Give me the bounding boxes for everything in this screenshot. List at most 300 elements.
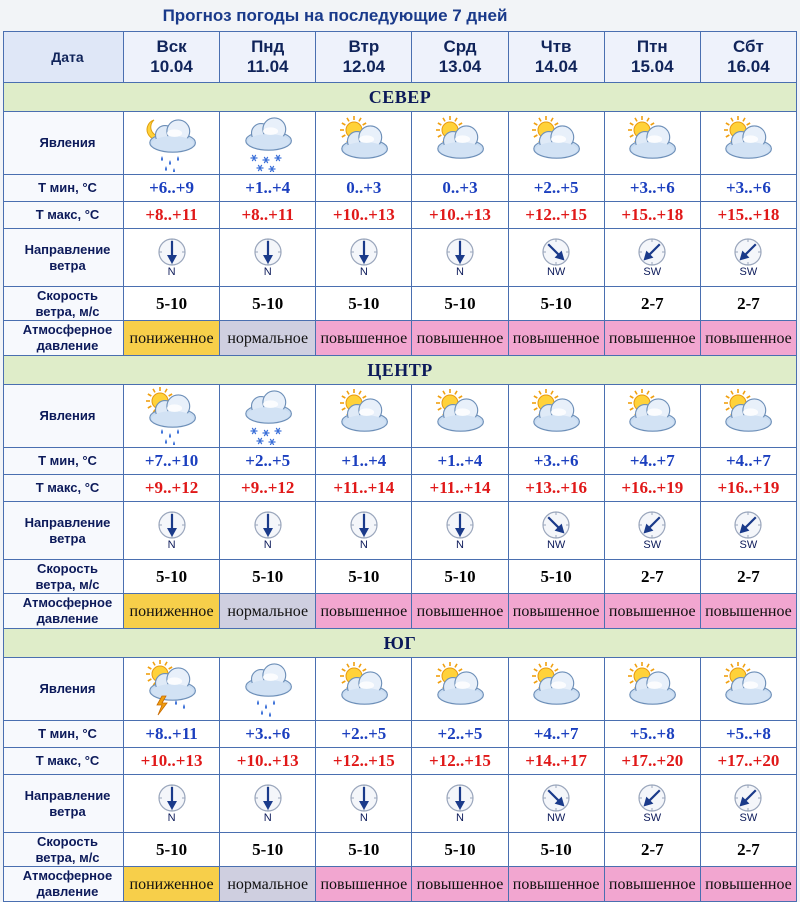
sun-cloud-icon [412, 387, 507, 445]
wind-direction-value: SW [739, 812, 758, 824]
wind-direction-cell [508, 775, 604, 833]
wind-speed-label-line1: Скорость [37, 833, 98, 849]
wind-direction-label [4, 775, 124, 833]
wind-speed-value: 5-10 [252, 839, 284, 859]
wind-direction-cell [604, 502, 700, 560]
wind-speed-cell [604, 560, 700, 594]
wind-direction-row [4, 229, 797, 287]
wind-speed-cell [316, 560, 412, 594]
pressure-cell [220, 867, 316, 902]
tmax-cell [508, 202, 604, 229]
tmax-cell [604, 202, 700, 229]
weather-cell [316, 385, 412, 448]
tmin-row [4, 448, 797, 475]
pressure-row [4, 867, 797, 902]
wind-speed-label-line2: ветра, м/с [35, 576, 100, 592]
day-date: 11.04 [246, 57, 289, 76]
wind-direction-value: NW [546, 539, 566, 551]
wind-speed-value: 5-10 [348, 293, 380, 313]
weather-cell [700, 385, 796, 448]
sun-cloud-icon [509, 660, 604, 718]
weather-cell [124, 112, 220, 175]
tmin-cell [700, 175, 796, 202]
tmax-cell [124, 748, 220, 775]
pressure-label [4, 867, 124, 902]
wind-speed-row [4, 287, 797, 321]
weather-cell [508, 658, 604, 721]
compass-icon [605, 783, 700, 813]
compass-icon [701, 237, 796, 267]
pressure-value: пониженное [129, 603, 214, 620]
header-row [4, 32, 797, 83]
wind-speed-label-line1: Скорость [37, 560, 98, 576]
compass-icon [316, 237, 411, 267]
compass-icon [124, 783, 219, 813]
compass-icon [412, 783, 507, 813]
tmax-cell [604, 748, 700, 775]
tmin-cell [316, 721, 412, 748]
compass-icon [701, 783, 796, 813]
day-name: Чтв [540, 37, 572, 56]
phenomena-row [4, 658, 797, 721]
day-name: Сбт [732, 37, 764, 56]
wind-speed-cell [508, 560, 604, 594]
weather-cell [124, 385, 220, 448]
tmin-value: +7..+10 [144, 451, 199, 470]
tmin-cell [412, 721, 508, 748]
wind-direction-label-line1: Направление [24, 241, 111, 257]
tmax-label [4, 748, 124, 775]
tmax-value: +17..+20 [717, 751, 780, 770]
day-date: 16.04 [727, 57, 770, 76]
weather-cell [604, 385, 700, 448]
tmax-cell [700, 475, 796, 502]
wind-direction-value: N [359, 539, 368, 551]
tmin-value: +5..+8 [629, 724, 675, 743]
day-date: 15.04 [631, 57, 674, 76]
pressure-value: повышенное [608, 876, 696, 893]
tmax-value: +15..+18 [621, 205, 684, 224]
tmax-cell [220, 202, 316, 229]
sun-cloud-icon [412, 114, 507, 172]
weather-cell [316, 112, 412, 175]
tmax-value: +11..+14 [333, 478, 395, 497]
region-row [4, 356, 797, 385]
tmax-value: +10..+13 [140, 751, 203, 770]
phenomena-label-line1: Явления [39, 408, 96, 423]
day-name: Пнд [251, 37, 285, 56]
day-date: 14.04 [534, 57, 578, 76]
tmax-row [4, 748, 797, 775]
wind-speed-value: 5-10 [348, 566, 380, 586]
day-header [220, 32, 316, 83]
pressure-cell [220, 321, 316, 356]
tmin-cell [316, 448, 412, 475]
tmin-cell [124, 721, 220, 748]
weather-cell [412, 112, 508, 175]
wind-direction-cell [124, 775, 220, 833]
tmin-cell [700, 721, 796, 748]
wind-direction-cell [604, 229, 700, 287]
wind-direction-value: N [263, 539, 272, 551]
tmax-value: +11..+14 [429, 478, 491, 497]
day-name: Птн [636, 37, 668, 56]
day-date: 12.04 [342, 57, 386, 76]
region-row [4, 629, 797, 658]
pressure-value: повышенное [705, 330, 792, 347]
compass-icon [701, 510, 796, 540]
compass-icon [605, 510, 700, 540]
tmax-cell [412, 748, 508, 775]
wind-direction-cell [220, 502, 316, 560]
weather-cell [316, 658, 412, 721]
wind-direction-cell [412, 502, 508, 560]
weather-cell [412, 658, 508, 721]
pressure-label [4, 594, 124, 629]
compass-icon [509, 783, 604, 813]
wind-direction-row [4, 502, 797, 560]
tmax-cell [700, 202, 796, 229]
tmax-value: +17..+20 [621, 751, 684, 770]
tmax-value: +16..+19 [621, 478, 684, 497]
pressure-value: повышенное [608, 603, 696, 620]
pressure-cell [316, 321, 412, 356]
pressure-label-line2: давление [36, 338, 99, 353]
compass-icon [124, 237, 219, 267]
tmax-cell [316, 748, 412, 775]
pressure-cell [508, 594, 604, 629]
pressure-label-line1: Атмосферное [22, 322, 113, 337]
pressure-cell [124, 594, 220, 629]
tmax-row [4, 475, 797, 502]
sun-cloud-icon [316, 660, 411, 718]
compass-icon [220, 510, 315, 540]
wind-direction-label [4, 229, 124, 287]
wind-speed-cell [604, 833, 700, 867]
weather-cell [508, 112, 604, 175]
phenomena-label [4, 112, 124, 175]
pressure-value: повышенное [705, 603, 792, 620]
wind-direction-label-line2: ветра [49, 257, 86, 273]
pressure-row [4, 321, 797, 356]
wind-speed-value: 5-10 [540, 839, 572, 859]
tmin-cell [604, 175, 700, 202]
tmin-cell [124, 175, 220, 202]
wind-speed-value: 5-10 [155, 566, 188, 586]
tmax-cell [412, 202, 508, 229]
pressure-value: нормальное [227, 330, 309, 347]
pressure-row [4, 594, 797, 629]
pressure-value: повышенное [416, 603, 504, 620]
tmin-cell [508, 175, 604, 202]
tmin-label [4, 175, 124, 202]
sun-cloud-icon [412, 660, 507, 718]
pressure-value: повышенное [512, 876, 600, 893]
wind-direction-value: N [263, 266, 272, 278]
tmin-value: +5..+8 [725, 724, 771, 743]
pressure-cell [220, 594, 316, 629]
weather-cell [220, 658, 316, 721]
tmax-label [4, 475, 124, 502]
tmin-label-line1: Т мин, °С [38, 180, 97, 195]
wind-speed-value: 5-10 [252, 293, 284, 313]
phenomena-label-line1: Явления [39, 135, 96, 150]
day-header [604, 32, 700, 83]
tmax-value: +9..+12 [144, 478, 199, 497]
wind-speed-cell [508, 833, 604, 867]
wind-speed-cell [316, 833, 412, 867]
sun-cloud-icon [316, 114, 411, 172]
pressure-cell [604, 867, 700, 902]
day-header [316, 32, 412, 83]
tmin-value: +3..+6 [245, 724, 291, 743]
tmax-value: +13..+16 [525, 478, 588, 497]
tmax-value: +12..+15 [332, 751, 395, 770]
tmax-value: +16..+19 [717, 478, 780, 497]
wind-direction-value: N [456, 812, 464, 824]
wind-direction-value: N [456, 539, 464, 551]
sun-cloud-icon [605, 114, 700, 172]
tmin-value: +3..+6 [533, 451, 579, 470]
tmin-label-line1: Т мин, °С [38, 726, 97, 741]
wind-speed-label-line2: ветра, м/с [35, 303, 100, 319]
wind-speed-value: 2-7 [640, 839, 664, 859]
tmin-row [4, 175, 797, 202]
tmax-value: +10..+13 [332, 205, 395, 224]
tmin-value: +1..+4 [245, 178, 291, 197]
tmax-value: +14..+17 [525, 751, 588, 770]
pressure-value: нормальное [227, 876, 309, 893]
forecast-table [3, 31, 797, 902]
pressure-cell [700, 321, 796, 356]
tmax-label-line1: Т макс, °С [35, 753, 100, 768]
tmin-cell [316, 175, 412, 202]
weather-cell [220, 385, 316, 448]
wind-speed-label-line1: Скорость [37, 287, 98, 303]
tmax-value: +9..+12 [241, 478, 295, 497]
tmin-cell [508, 721, 604, 748]
wind-speed-label-line2: ветра, м/с [35, 849, 100, 865]
wind-direction-value: N [263, 812, 272, 824]
tmin-cell [508, 448, 604, 475]
compass-icon [220, 237, 315, 267]
wind-direction-label-line1: Направление [24, 514, 111, 530]
tmax-label [4, 202, 124, 229]
compass-icon [124, 510, 219, 540]
sun-cloud-icon [316, 387, 411, 445]
wind-direction-cell [412, 229, 508, 287]
region-row [4, 83, 797, 112]
pressure-value: повышенное [320, 876, 408, 893]
wind-speed-value: 5-10 [444, 566, 476, 586]
tmin-value: +3..+6 [629, 178, 675, 197]
wind-speed-value: 2-7 [737, 839, 760, 859]
weather-cell [700, 658, 796, 721]
weather-cell [604, 112, 700, 175]
pressure-label-line1: Атмосферное [22, 595, 113, 610]
pressure-value: повышенное [416, 330, 504, 347]
wind-direction-value: NW [546, 812, 566, 824]
wind-direction-cell [220, 775, 316, 833]
wind-speed-value: 5-10 [348, 839, 380, 859]
pressure-cell [124, 867, 220, 902]
wind-direction-value: SW [739, 539, 758, 551]
wind-direction-value: N [167, 812, 176, 824]
tmin-cell [220, 721, 316, 748]
sun-cloud-icon [605, 387, 700, 445]
pressure-cell [604, 594, 700, 629]
tmin-label-line1: Т мин, °С [38, 453, 97, 468]
compass-icon [509, 510, 604, 540]
wind-speed-cell [700, 560, 796, 594]
sun-cloud-icon [701, 387, 796, 445]
page-title: Прогноз погоды на последующие 7 дней [162, 6, 508, 25]
sun-cloud-icon [701, 660, 796, 718]
pressure-value: пониженное [129, 876, 214, 893]
wind-direction-cell [604, 775, 700, 833]
day-date: 13.04 [438, 57, 482, 76]
wind-direction-cell [220, 229, 316, 287]
pressure-cell [700, 867, 796, 902]
wind-direction-cell [700, 502, 796, 560]
pressure-cell [700, 594, 796, 629]
tmin-cell [412, 448, 508, 475]
wind-speed-value: 5-10 [540, 566, 572, 586]
pressure-value: повышенное [512, 330, 600, 347]
pressure-cell [316, 594, 412, 629]
tmin-cell [604, 448, 700, 475]
tmin-value: +8..+11 [145, 724, 198, 743]
wind-speed-cell [124, 833, 220, 867]
tmax-value: +12..+15 [429, 751, 491, 770]
weather-cell [508, 385, 604, 448]
pressure-label-line2: давление [36, 611, 99, 626]
pressure-value: пониженное [129, 330, 214, 347]
wind-speed-value: 5-10 [444, 293, 476, 313]
tmin-value: 0..+3 [346, 178, 382, 197]
day-header [412, 32, 508, 83]
weather-cell [220, 112, 316, 175]
wind-speed-label [4, 560, 124, 594]
pressure-label [4, 321, 124, 356]
wind-speed-cell [220, 287, 316, 321]
sun-cloud-icon [509, 387, 604, 445]
region-name: СЕВЕР [4, 83, 797, 112]
pressure-cell [508, 867, 604, 902]
tmax-row [4, 202, 797, 229]
wind-speed-value: 2-7 [737, 566, 760, 586]
sun-cloud-icon [605, 660, 700, 718]
tmin-cell [220, 175, 316, 202]
tmin-cell [124, 448, 220, 475]
pressure-cell [412, 867, 508, 902]
tmin-value: 0..+3 [442, 178, 478, 197]
weather-cell [604, 658, 700, 721]
compass-icon [220, 783, 315, 813]
wind-direction-label-line2: ветра [49, 803, 86, 819]
day-name: Втр [348, 37, 380, 56]
tmax-cell [412, 475, 508, 502]
tmax-value: +8..+11 [241, 205, 294, 224]
compass-icon [316, 783, 411, 813]
compass-icon [412, 237, 507, 267]
tmin-row [4, 721, 797, 748]
cloud-snow-icon [220, 387, 315, 445]
wind-direction-value: SW [643, 539, 662, 551]
wind-direction-value: N [359, 266, 368, 278]
tmin-value: +4..+7 [533, 724, 579, 743]
wind-direction-value: N [456, 266, 464, 278]
region-name: ЮГ [4, 629, 797, 658]
sun-cloud-icon [509, 114, 604, 172]
wind-speed-cell [412, 560, 508, 594]
wind-speed-cell [124, 560, 220, 594]
day-date: 10.04 [150, 57, 193, 76]
wind-direction-cell [316, 229, 412, 287]
tmin-value: +6..+9 [149, 178, 194, 197]
wind-direction-value: NW [546, 266, 566, 278]
wind-direction-row [4, 775, 797, 833]
phenomena-row [4, 112, 797, 175]
wind-direction-cell [316, 775, 412, 833]
wind-speed-cell [124, 287, 220, 321]
tmax-label-line1: Т макс, °С [35, 207, 100, 222]
wind-speed-cell [412, 833, 508, 867]
wind-speed-cell [220, 833, 316, 867]
pressure-value: повышенное [512, 603, 600, 620]
wind-speed-value: 5-10 [252, 566, 284, 586]
pressure-cell [412, 321, 508, 356]
wind-speed-row [4, 833, 797, 867]
wind-speed-cell [604, 287, 700, 321]
day-header [124, 32, 220, 83]
wind-direction-value: N [359, 812, 368, 824]
wind-speed-value: 5-10 [155, 293, 188, 313]
pressure-value: повышенное [320, 603, 408, 620]
tmin-value: +2..+5 [437, 724, 483, 743]
wind-speed-value: 2-7 [640, 566, 664, 586]
phenomena-label [4, 658, 124, 721]
tmin-cell [412, 175, 508, 202]
tmax-cell [316, 475, 412, 502]
wind-speed-label [4, 287, 124, 321]
day-header [508, 32, 604, 83]
tmin-cell [604, 721, 700, 748]
wind-direction-cell [508, 229, 604, 287]
wind-speed-value: 2-7 [737, 293, 760, 313]
tmax-cell [604, 475, 700, 502]
wind-direction-cell [412, 775, 508, 833]
wind-speed-cell [316, 287, 412, 321]
tmax-cell [508, 475, 604, 502]
moon-cloud-rain-icon [124, 114, 219, 172]
tmax-value: +12..+15 [525, 205, 588, 224]
tmin-cell [700, 448, 796, 475]
wind-speed-value: 2-7 [640, 293, 664, 313]
wind-speed-row [4, 560, 797, 594]
tmin-value: +2..+5 [245, 451, 291, 470]
wind-direction-label [4, 502, 124, 560]
wind-speed-value: 5-10 [540, 293, 572, 313]
wind-direction-value: N [167, 539, 176, 551]
sun-cloud-rain-icon [124, 387, 219, 445]
tmax-label-line1: Т макс, °С [35, 480, 100, 495]
wind-speed-cell [412, 287, 508, 321]
wind-speed-value: 5-10 [155, 839, 188, 859]
wind-direction-cell [124, 502, 220, 560]
wind-direction-value: N [167, 266, 176, 278]
weather-cell [124, 658, 220, 721]
